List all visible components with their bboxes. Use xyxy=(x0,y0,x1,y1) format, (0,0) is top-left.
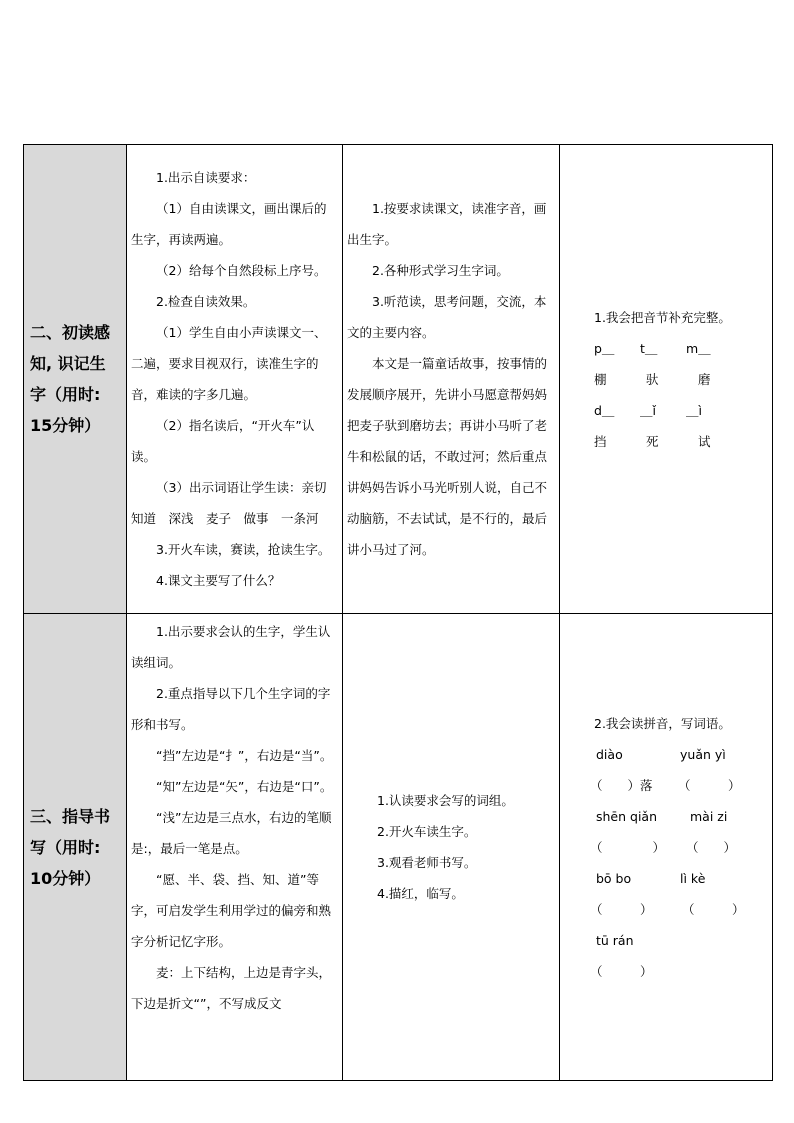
activity-paragraph: （2）指名读后，“开火车”认读。 xyxy=(131,418,315,464)
activity-paragraph: （2）给每个自然段标上序号。 xyxy=(156,263,327,278)
section-2-teacher-activities xyxy=(127,162,342,596)
syllable-blank: d＿ xyxy=(594,402,615,418)
syllable-row xyxy=(594,333,772,364)
character-row xyxy=(594,364,772,395)
activity-paragraph: 4.课文主要写了什么？ xyxy=(156,573,281,588)
section-2-stage: 二、初读感知, 识记生字（用时: 15分钟） xyxy=(24,145,127,614)
activity-paragraph: 1.出示自读要求： xyxy=(156,170,256,185)
character: 驮 xyxy=(646,371,659,387)
activity-paragraph: 2.检查自读效果。 xyxy=(156,294,256,309)
answer-blank-row xyxy=(590,956,772,987)
activity-paragraph: “浅”左边是三点水，右边的笔顺是:，最后一笔是点。 xyxy=(131,810,332,856)
activity-paragraph: 3.观看老师书写。 xyxy=(377,855,477,870)
character: 挡 xyxy=(594,433,607,449)
answer-blank: （ ） xyxy=(678,777,741,793)
activity-paragraph: 1.认读要求会写的词组。 xyxy=(377,793,514,808)
syllable-blank: ＿ǐ xyxy=(640,402,656,418)
character: 死 xyxy=(646,433,659,449)
activity-paragraph: 3.开火车读，赛读，抢读生字。 xyxy=(156,542,331,557)
section-2-row xyxy=(24,145,773,614)
lesson-plan-table xyxy=(23,144,773,1081)
answer-blank: （ ） xyxy=(590,839,666,855)
activity-paragraph: 1.按要求读课文，读准字音，画出生字。 xyxy=(347,201,547,247)
pinyin: bō bo xyxy=(596,870,632,886)
activity-paragraph: （1）自由读课文，画出课后的生字，再读两遍。 xyxy=(131,201,327,247)
section-3-homework xyxy=(560,708,772,987)
activity-paragraph: “愿、半、袋、挡、知、道”等字，可启发学生利用学过的偏旁和熟字分析记忆字形。 xyxy=(131,872,332,949)
answer-blank: （ ） xyxy=(682,901,745,917)
character: 磨 xyxy=(698,371,711,387)
pinyin-row xyxy=(590,801,772,832)
activity-paragraph: （3）出示词语让学生读：亲切 知道 深浅 麦子 做事 一条河 xyxy=(131,480,339,526)
syllable-blank: t＿ xyxy=(640,340,658,356)
answer-blank: （ ） xyxy=(590,963,653,979)
pinyin: yuǎn yì xyxy=(680,746,726,762)
activity-paragraph: 2.开火车读生字。 xyxy=(377,824,477,839)
pinyin-row xyxy=(590,863,772,894)
activity-paragraph: 1.出示要求会认的生字，学生认读组词。 xyxy=(131,624,331,670)
pinyin-row xyxy=(590,925,772,956)
answer-blank-row xyxy=(590,770,772,801)
activity-paragraph: “知”左边是“矢”，右边是“口”。 xyxy=(156,779,333,794)
activity-paragraph: 2.各种形式学习生字词。 xyxy=(372,263,509,278)
homework-title: 2.我会读拼音，写词语。 xyxy=(594,715,731,731)
section-2-homework xyxy=(560,302,772,457)
pinyin-row xyxy=(590,739,772,770)
pinyin: shēn qiǎn xyxy=(596,808,658,824)
answer-blank-row xyxy=(590,894,772,925)
homework-title: 1.我会把音节补充完整。 xyxy=(594,309,731,325)
pinyin: lì kè xyxy=(680,870,706,886)
activity-paragraph: （1）学生自由小声读课文一、二遍，要求目视双行，读准生字的音，难读的字多几遍。 xyxy=(131,325,327,402)
answer-blank: （ ）落 xyxy=(590,777,653,793)
section-3-row xyxy=(24,614,773,1081)
section-3-teacher-activities xyxy=(127,614,342,1019)
pinyin: diào xyxy=(596,746,623,762)
syllable-blank: m＿ xyxy=(686,340,711,356)
pinyin: tū rán xyxy=(596,932,634,948)
section-3-stage: 三、指导书写（用时: 10分钟） xyxy=(24,614,127,1081)
answer-blank-row xyxy=(590,832,772,863)
character-row xyxy=(594,426,772,457)
answer-blank: （ ） xyxy=(686,839,737,855)
activity-paragraph: 2.重点指导以下几个生字词的字形和书写。 xyxy=(131,686,331,732)
activity-paragraph: 本文是一篇童话故事，按事情的发展顺序展开，先讲小马愿意帮妈妈把麦子驮到磨坊去；再讲小马听了老牛和松鼠的话，不敢过河；然后重点讲妈妈告诉小马光听别人说，自己不动脑筋，不去试试，是不行的，最后讲小马过了河。 xyxy=(347,356,548,557)
character: 试 xyxy=(698,433,711,449)
activity-paragraph: 麦：上下结构，上边是青字头，下边是折文“”，不写成反文 xyxy=(131,965,332,1011)
activity-paragraph: “挡”左边是“扌”，右边是“当”。 xyxy=(156,748,333,763)
answer-blank: （ ） xyxy=(590,901,653,917)
character: 棚 xyxy=(594,371,607,387)
pinyin: mài zi xyxy=(690,808,728,824)
section-3-student-activities xyxy=(343,785,559,909)
syllable-blank: p＿ xyxy=(594,340,615,356)
syllable-blank: ＿ì xyxy=(686,402,702,418)
activity-paragraph: 3.听范读，思考问题，交流，本文的主要内容。 xyxy=(347,294,547,340)
section-2-student-activities xyxy=(343,193,559,565)
syllable-row xyxy=(594,395,772,426)
activity-paragraph: 4.描红，临写。 xyxy=(377,886,464,901)
